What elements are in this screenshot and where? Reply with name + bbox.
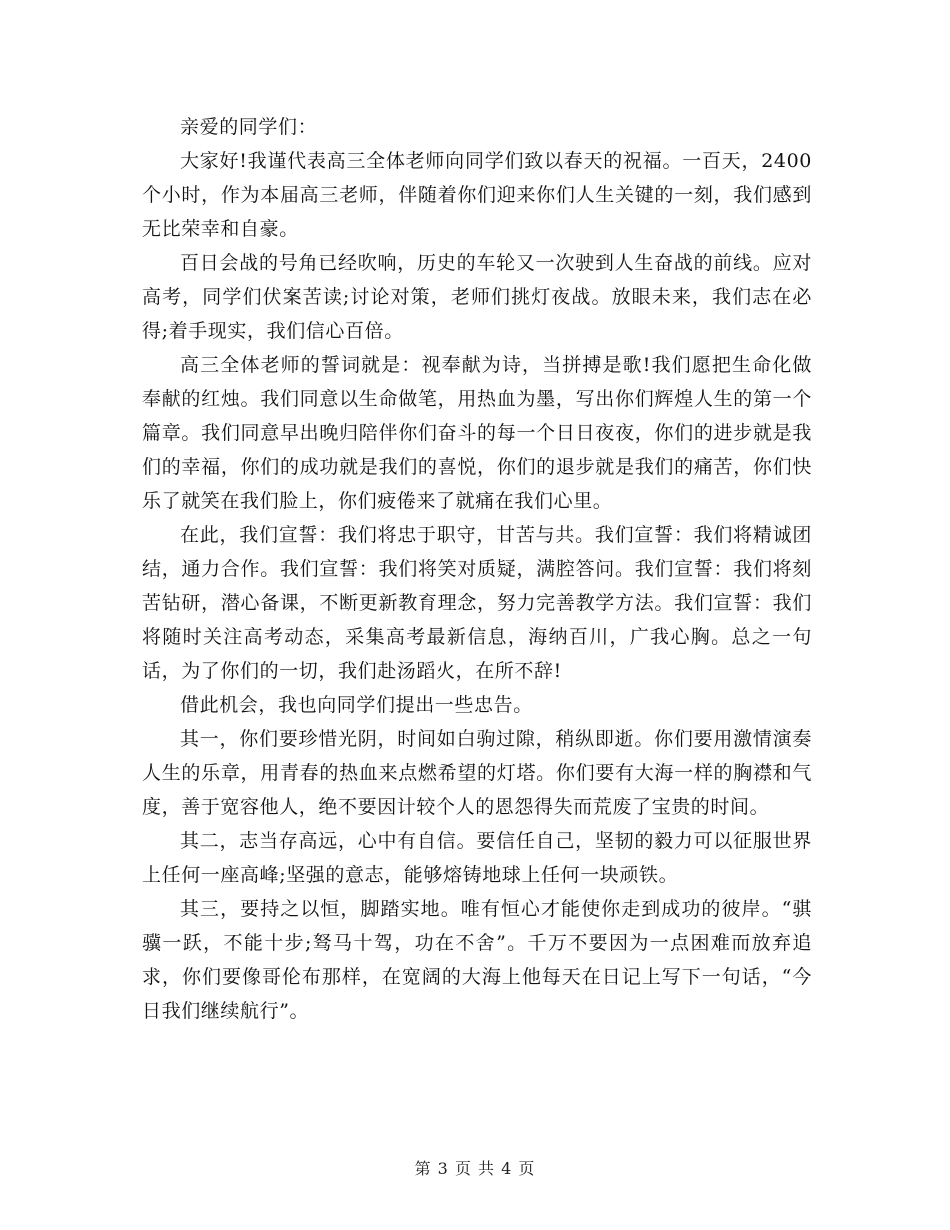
paragraph-pledge: 在此，我们宣誓：我们将忠于职守，甘苦与共。我们宣誓：我们将精诚团结，通力合作。我们宣誓：我们将笑对质疑，满腔答问。我们宣誓：我们将刻苦钻研，潜心备课，不断更新教育理念，努力完善教学方法。我们宣誓：我们将随时关注高考动态，采集高考最新信息，海纳百川，广我心胸。总之一句话，为了你们的一切，我们赴汤蹈火，在所不辞!: [142, 524, 812, 682]
page-footer: 第 3 页 共 4 页: [414, 1159, 536, 1178]
paragraph-battle: 百日会战的号角已经吹响，历史的车轮又一次驶到人生奋战的前线。应对高考，同学们伏案苦读;讨论对策，老师们挑灯夜战。放眼未来，我们志在必得;着手现实，我们信心百倍。: [142, 252, 812, 342]
paragraph-oath: 高三全体老师的誓词就是：视奉献为诗，当拼搏是歌!我们愿把生命化做奉献的红烛。我们同意以生命做笔，用热血为墨，写出你们辉煌人生的第一个篇章。我们同意早出晚归陪伴你们奋斗的每一个日日夜夜，你们的进步就是我们的幸福，你们的成功就是我们的喜悦，你们的退步就是我们的痛苦，你们快乐了就笑在我们脸上，你们疲倦来了就痛在我们心里。: [142, 354, 812, 512]
paragraph-advice-two: 其二，志当存高远，心中有自信。要信任自己，坚韧的毅力可以征服世界上任何一座高峰;坚强的意志，能够熔铸地球上任何一块顽铁。: [142, 830, 812, 886]
paragraph-advice-one: 其一，你们要珍惜光阴，时间如白驹过隙，稍纵即逝。你们要用激情演奏人生的乐章，用青春的热血来点燃希望的灯塔。你们要有大海一样的胸襟和气度，善于宽容他人，绝不要因计较个人的恩怨得失而荒废了宝贵的时间。: [142, 728, 812, 818]
paragraph-greeting: 大家好!我谨代表高三全体老师向同学们致以春天的祝福。一百天，2400个小时，作为本届高三老师，伴随着你们迎来你们人生关键的一刻，我们感到无比荣幸和自豪。: [142, 150, 812, 240]
paragraph-advice-intro: 借此机会，我也向同学们提出一些忠告。: [180, 694, 533, 716]
document-body: [142, 110, 812, 1028]
salutation: 亲爱的同学们：: [180, 116, 318, 138]
paragraph-advice-three: 其三，要持之以恒，脚踏实地。唯有恒心才能使你走到成功的彼岸。“骐骥一跃，不能十步;驽马十驾，功在不舍”。千万不要因为一点困难而放弃追求，你们要像哥伦布那样，在宽阔的大海上他每天在日记上写下一句话，“今日我们继续航行”。: [142, 898, 812, 1022]
